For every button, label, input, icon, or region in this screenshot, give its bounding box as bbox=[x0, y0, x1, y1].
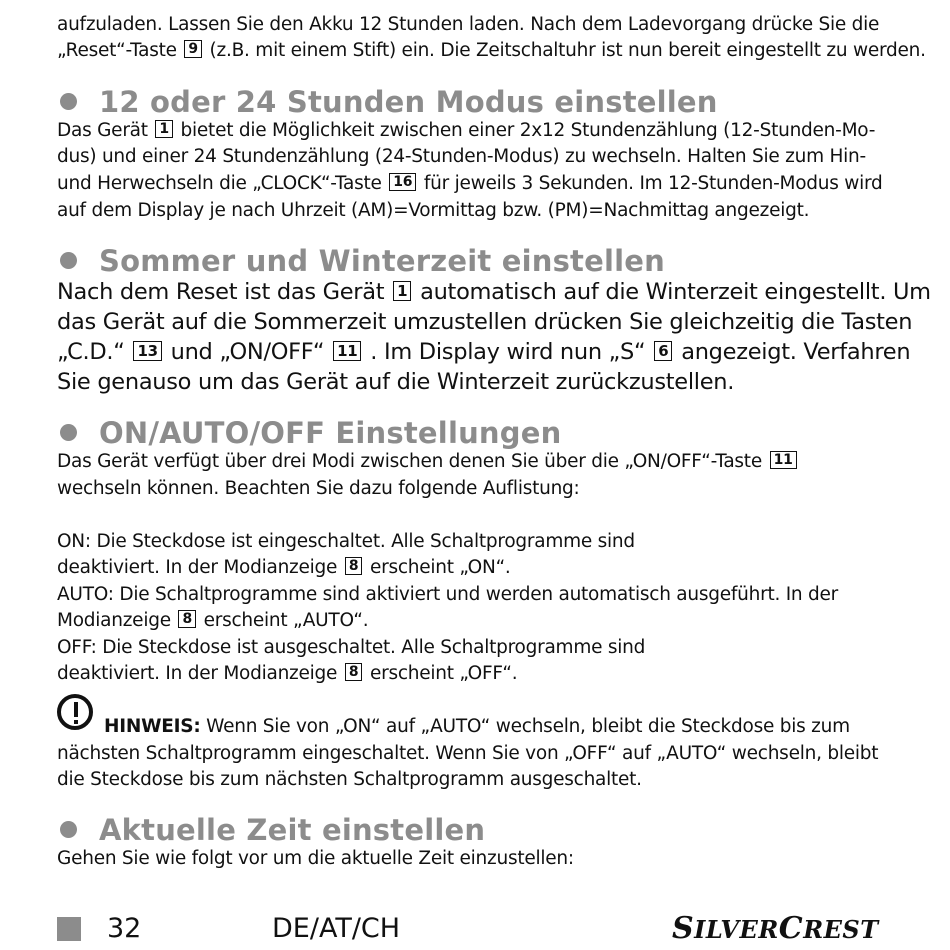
hinweis-line-2: nächsten Schaltprogramm eingeschaltet. Wenn Sie von „OFF“ auf „AUTO“ wechseln, bleibt bbox=[57, 743, 879, 764]
paragraph-line: dus) und einer 24 Stundenzählung (24-Stunden-Modus) zu wechseln. Halten Sie zum Hin- bbox=[57, 146, 866, 167]
paragraph-line: Das Gerät 1 bietet die Möglichkeit zwischen einer 2x12 Stundenzählung (12-Stunden-Mo- bbox=[57, 120, 876, 141]
reference-number: 6 bbox=[654, 341, 672, 361]
reference-number: 11 bbox=[770, 451, 797, 469]
section-heading-current-time: Aktuelle Zeit einstellen bbox=[60, 813, 485, 847]
reference-number: 1 bbox=[393, 281, 411, 301]
bullet-icon bbox=[60, 424, 77, 441]
bullet-icon bbox=[60, 93, 77, 110]
paragraph-line: Nach dem Reset ist das Gerät 1 automatisch auf die Winterzeit eingestellt. Um bbox=[57, 279, 931, 305]
mode-off-line-1: OFF: Die Steckdose ist ausgeschaltet. Alle Schaltprogramme sind bbox=[57, 637, 646, 658]
mode-on-line-2: deaktiviert. In der Modianzeige 8 erscheint „ON“. bbox=[57, 557, 511, 578]
reference-number: 16 bbox=[389, 173, 416, 191]
paragraph-line: und Herwechseln die „CLOCK“-Taste 16 für jeweils 3 Sekunden. Im 12-Stunden-Modus wird bbox=[57, 173, 883, 194]
bullet-icon bbox=[60, 821, 77, 838]
reference-number: 13 bbox=[133, 341, 161, 361]
text: „Reset“-Taste bbox=[57, 40, 177, 61]
paragraph-line: „C.D.“ 13 und „ON/OFF“ 11 . Im Display wird nun „S“ 6 angezeigt. Verfahren bbox=[57, 339, 911, 365]
hinweis-line-1: HINWEIS: Wenn Sie von „ON“ auf „AUTO“ wechseln, bleibt die Steckdose bis zum bbox=[104, 716, 850, 737]
bullet-icon bbox=[60, 252, 77, 269]
country-codes: DE/AT/CH bbox=[272, 913, 401, 944]
hinweis-line-3: die Steckdose bis zum nächsten Schaltprogramm ausgeschaltet. bbox=[57, 769, 642, 790]
paragraph-line: das Gerät auf die Sommerzeit umzustellen drücken Sie gleichzeitig die Tasten bbox=[57, 309, 913, 335]
reference-number: 9 bbox=[184, 40, 202, 58]
mode-auto-line-2: Modianzeige 8 erscheint „AUTO“. bbox=[57, 610, 369, 631]
exclamation-circle-icon bbox=[57, 694, 93, 730]
section-heading-12-24: 12 oder 24 Stunden Modus einstellen bbox=[60, 85, 718, 119]
section-heading-dst: Sommer und Winterzeit einstellen bbox=[60, 244, 665, 278]
paragraph-line: wechseln können. Beachten Sie dazu folgende Auflistung: bbox=[57, 478, 580, 499]
intro-line-1: aufzuladen. Lassen Sie den Akku 12 Stunden laden. Nach dem Ladevorgang drücke Sie die bbox=[57, 14, 880, 35]
reference-number: 8 bbox=[345, 557, 363, 575]
paragraph-line: Das Gerät verfügt über drei Modi zwischen denen Sie über die „ON/OFF“-Taste 11 bbox=[57, 451, 799, 472]
text: (z.B. mit einem Stift) ein. Die Zeitschaltuhr ist nun bereit eingestellt zu werden. bbox=[209, 40, 926, 61]
intro-line-2 bbox=[57, 40, 926, 61]
section-heading-on-auto-off: ON/AUTO/OFF Einstellungen bbox=[60, 416, 561, 450]
mode-auto-line-1: AUTO: Die Schaltprogramme sind aktiviert und werden automatisch ausgeführt. In der bbox=[57, 584, 838, 605]
paragraph-line: auf dem Display je nach Uhrzeit (AM)=Vormittag bzw. (PM)=Nachmittag angezeigt. bbox=[57, 200, 810, 221]
brand-logo: SILVERCREST bbox=[672, 911, 879, 946]
reference-number: 8 bbox=[345, 663, 363, 681]
mode-on-line-1: ON: Die Steckdose ist eingeschaltet. Alle Schaltprogramme sind bbox=[57, 531, 635, 552]
footer-marker-icon bbox=[57, 917, 81, 941]
reference-number: 1 bbox=[155, 120, 173, 138]
paragraph-line: Gehen Sie wie folgt vor um die aktuelle Zeit einzustellen: bbox=[57, 848, 574, 869]
paragraph-line: Sie genauso um das Gerät auf die Winterzeit zurückzustellen. bbox=[57, 369, 735, 395]
page-number: 32 bbox=[107, 913, 142, 944]
hinweis-label: HINWEIS: bbox=[104, 716, 201, 737]
mode-off-line-2: deaktiviert. In der Modianzeige 8 erscheint „OFF“. bbox=[57, 663, 518, 684]
reference-number: 8 bbox=[178, 610, 196, 628]
reference-number: 11 bbox=[333, 341, 361, 361]
